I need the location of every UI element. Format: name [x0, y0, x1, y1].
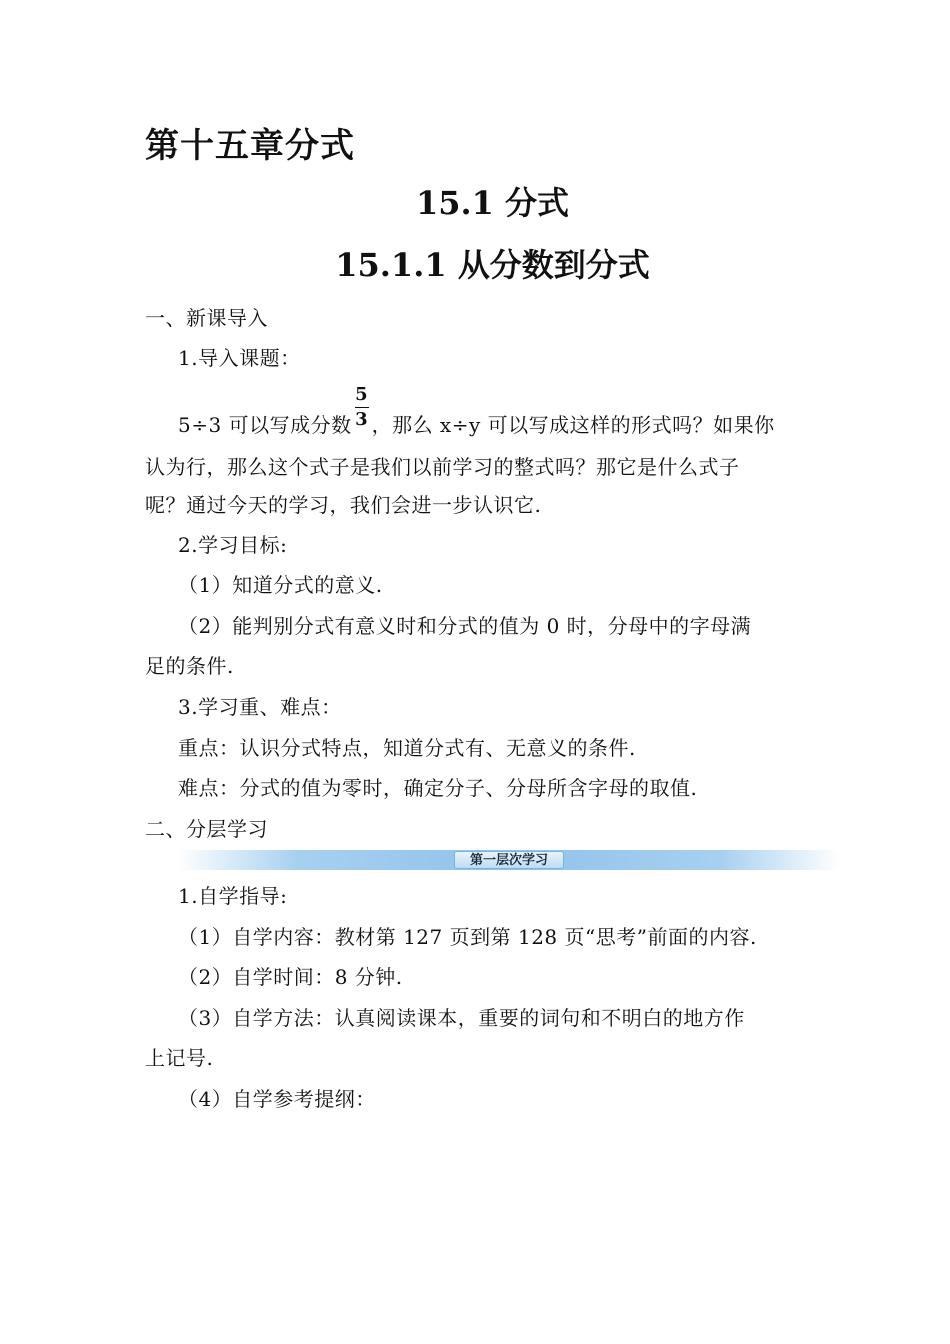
part2-heading: 二、分层学习: [145, 817, 268, 841]
goal-2-line2: 足的条件.: [145, 654, 234, 678]
part1-heading: 一、新课导入: [145, 306, 268, 330]
difficult-point: 难点：分式的值为零时，确定分子、分母所含字母的取值.: [178, 776, 698, 800]
subsection-title: 15.1.1 从分数到分式: [335, 246, 650, 284]
goal-2-line1: （2）能判别分式有意义时和分式的值为 0 时，分母中的字母满: [178, 614, 752, 638]
level-banner-label: 第一层次学习: [454, 851, 564, 869]
self-study-heading: 1.自学指导:: [178, 884, 288, 908]
intro-paragraph-line3: 呢？通过今天的学习，我们会进一步认识它.: [145, 493, 542, 517]
guide-1: （1）自学内容：教材第 127 页到第 128 页“思考”前面的内容.: [178, 925, 757, 949]
key-difficult-heading: 3.学习重、难点：: [178, 695, 342, 719]
intro-text-before-fraction: 5÷3 可以写成分数: [178, 413, 352, 437]
section-title: 15.1 分式: [415, 184, 570, 222]
intro-paragraph-line1: [178, 384, 775, 437]
intro-paragraph-line2: 认为行，那么这个式子是我们以前学习的整式吗？那它是什么式子: [145, 455, 740, 479]
guide-2: （2）自学时间：8 分钟.: [178, 965, 403, 989]
guide-3-line2: 上记号.: [145, 1046, 214, 1070]
key-point: 重点：认识分式特点，知道分式有、无意义的条件.: [178, 736, 636, 760]
fraction-denominator: 3: [355, 409, 369, 430]
level-banner: [178, 850, 840, 870]
goal-1: （1）知道分式的意义.: [178, 573, 383, 597]
guide-3-line1: （3）自学方法：认真阅读课本，重要的词句和不明白的地方作: [178, 1006, 745, 1030]
chapter-title: 第十五章分式: [145, 126, 355, 166]
intro-heading: 1.导入课题：: [178, 346, 301, 370]
fraction-five-thirds: [354, 384, 370, 437]
fraction-numerator: 5: [355, 384, 369, 405]
guide-4: （4）自学参考提纲：: [178, 1087, 376, 1111]
goals-heading: 2.学习目标:: [178, 533, 288, 557]
intro-text-after-fraction: ，那么 x÷y 可以写成这样的形式吗？如果你: [371, 413, 775, 437]
